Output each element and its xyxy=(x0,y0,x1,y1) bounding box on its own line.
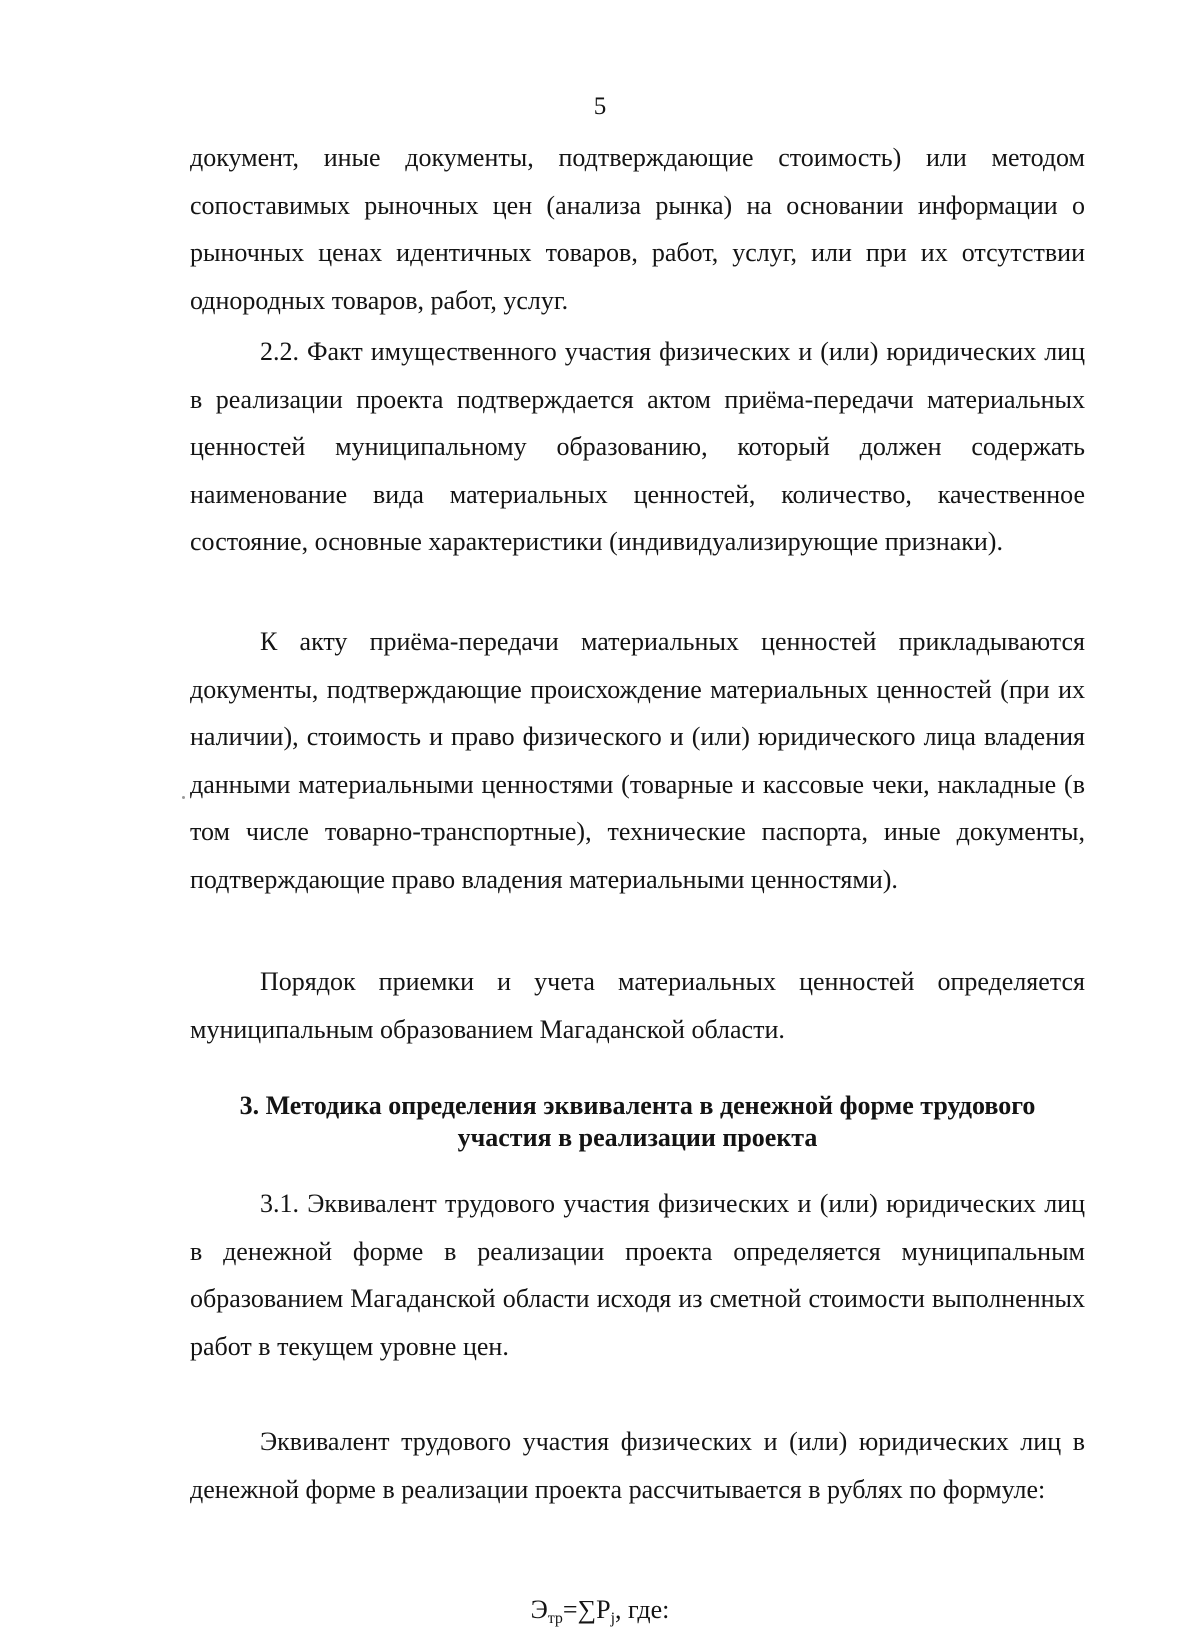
paragraph-text: К акту приёма-передачи материальных ценностей прикладываются документы, подтверждающие происхождение материальных ценностей (при их наличии), стоимость и право физического и (или) юридического лица владения данными материальными ценностями (товарные и кассовые чеки, накладные (в том числе товарно-транспортные), технические паспорта, иные документы, подтверждающие право владения материальными ценностями). xyxy=(190,627,1085,894)
formula-sum: =∑P xyxy=(562,1595,611,1624)
paragraph-text: Порядок приемки и учета материальных ценностей определяется муниципальным образованием Магаданской области. xyxy=(190,967,1085,1044)
formula-lhs-subscript: тр xyxy=(547,1610,563,1627)
paragraph-continuation xyxy=(190,134,1085,324)
paragraph-act-attachments xyxy=(190,618,1085,903)
equivalent-formula xyxy=(0,1590,1200,1639)
paragraph-text: 3.1. Эквивалент трудового участия физических и (или) юридических лиц в денежной форме в реализации проекта определяется муниципальным образованием Магаданской области исходя из сметной стоимости выполненных работ в текущем уровне цен. xyxy=(190,1189,1085,1361)
scan-artifact xyxy=(182,796,185,799)
section-heading-line-1: 3. Методика определения эквивалента в денежной форме трудового xyxy=(239,1091,1036,1120)
page-number: 5 xyxy=(593,93,607,120)
section-heading-line-2: участия в реализации проекта xyxy=(457,1123,818,1152)
paragraph-text: Эквивалент трудового участия физических и (или) юридических лиц в денежной форме в реализации проекта рассчитывается в рублях по формуле: xyxy=(190,1427,1085,1504)
formula-tail: , где: xyxy=(615,1595,670,1624)
paragraph-acceptance-order xyxy=(190,958,1085,1053)
formula-rhs-subscript: j xyxy=(610,1610,616,1627)
formula-lhs: Э xyxy=(530,1595,548,1624)
paragraph-3-1 xyxy=(190,1180,1085,1370)
paragraph-2-2 xyxy=(190,328,1085,566)
section-3-heading xyxy=(190,1090,1085,1154)
paragraph-text: документ, иные документы, подтверждающие стоимость) или методом сопоставимых рыночных цен (анализа рынка) на основании информации о рыночных ценах идентичных товаров, работ, услуг, или при их отсутствии однородных товаров, работ, услуг. xyxy=(190,143,1085,315)
paragraph-formula-intro xyxy=(190,1418,1085,1513)
paragraph-text: 2.2. Факт имущественного участия физических и (или) юридических лиц в реализации проекта подтверждается актом приёма-передачи материальных ценностей муниципальному образованию, который должен содержать наименование вида материальных ценностей, количество, качественное состояние, основные характеристики (индивидуализирующие признаки). xyxy=(190,337,1085,556)
